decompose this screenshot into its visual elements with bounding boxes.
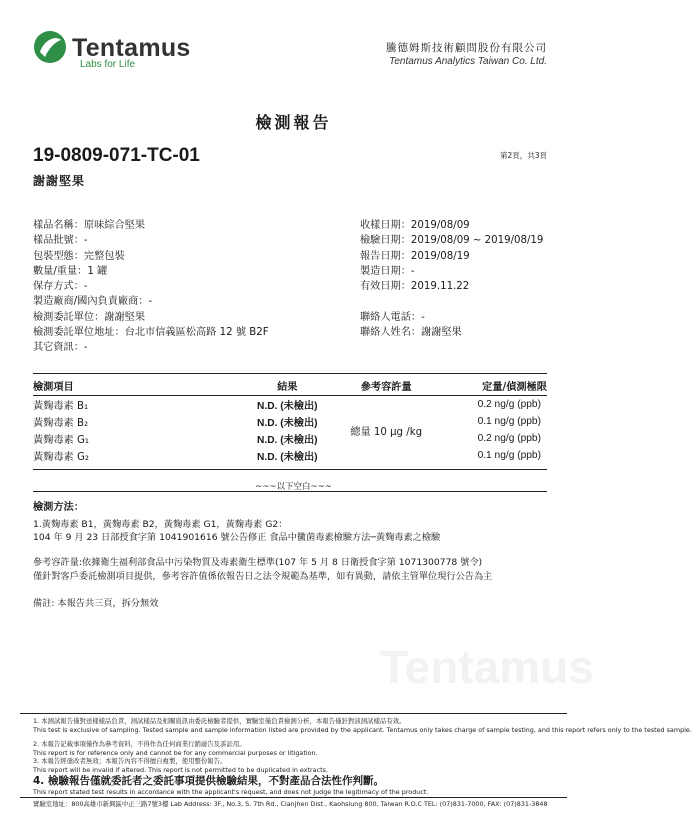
cell-item: 黃麴毒素 B₂: [33, 418, 89, 429]
brand-tagline: Labs for Life: [80, 59, 136, 70]
company-name-en: Tentamus Analytics Taiwan Co. Ltd.: [389, 56, 547, 67]
cell-result: N.D. (未檢出): [257, 418, 318, 429]
footer-note-4-zh: 4. 檢驗報告僅就委託者之委託事項提供檢驗結果，不對產品合法性作判斷。: [33, 775, 384, 787]
info-report-date: 報告日期：2019/08/19: [360, 250, 470, 262]
footer-rule: [20, 713, 567, 714]
info-contact-phone: 聯絡人電話：-: [360, 311, 425, 323]
cell-limit: 0.1 ng/g (ppb): [477, 450, 541, 461]
sample-info-left: [33, 218, 269, 356]
table-top-rule: [33, 373, 547, 374]
method-line-1: 1.黃麴毒素 B1，黃麴毒素 B2，黃麴毒素 G1，黃麴毒素 G2：: [33, 519, 288, 530]
cell-item: 黃麴毒素 B₁: [33, 401, 89, 412]
results-table: [33, 375, 547, 464]
cell-result: N.D. (未檢出): [257, 401, 318, 412]
tentamus-logo-icon: [33, 30, 67, 64]
footer-note-3-zh: 3. 本報告經塗改者無效；本報告內容不得擅自複製，使用整份報告。: [33, 757, 227, 765]
footer-note-2-zh: 2. 本報告記載事項僅作為參考資料，不得作為任何商業行銷廣告及訴訟用。: [33, 740, 246, 748]
reference-note-line-2: 僅針對客戶委託檢測項目提供，參考容許值係依報告日之法令規範為基準，如有異動，請依主管單位現行公告為主: [33, 571, 493, 582]
col-header-item: 檢測項目: [33, 381, 74, 393]
info-storage: 保存方式：-: [33, 281, 88, 293]
cell-result: N.D. (未檢出): [257, 435, 318, 446]
info-batch-no: 樣品批號：-: [33, 235, 88, 247]
page-number: 第2頁，共3頁: [499, 151, 547, 160]
info-quantity: 數量/重量：1 罐: [33, 265, 108, 277]
cell-result: N.D. (未檢出): [257, 452, 318, 463]
col-header-reference: 參考容許量: [360, 381, 412, 393]
report-number: 19-0809-071-TC-01: [33, 145, 200, 166]
end-of-results-mark: ~~~以下空白~~~: [255, 482, 332, 492]
cell-limit: 0.1 ng/g (ppb): [477, 416, 541, 427]
cell-item: 黃麴毒素 G₁: [33, 435, 89, 446]
method-title: 檢測方法：: [33, 502, 84, 513]
page-title: 檢測報告: [255, 113, 332, 132]
table-row: [33, 447, 547, 464]
brand-name: Tentamus: [72, 34, 191, 62]
col-header-limit: 定量/偵測極限: [482, 381, 547, 393]
watermark: Tentamus: [380, 641, 594, 693]
info-packaging: 包裝型態：完整包裝: [33, 250, 125, 262]
table-header-row: [33, 375, 547, 396]
info-sample-name: 樣品名稱：原味綜合堅果: [33, 220, 146, 231]
footer-note-4-en: This report stated test results in accordance with the applicant's request, and does not judge the legitimacy of the product.: [33, 788, 429, 796]
info-spacer: [360, 294, 543, 309]
footer-note-1-zh: 1. 本測試報告僅對送樣樣品負責，測試樣品及相關資訊由委託檢驗者提供，實驗室僅負責檢測分析，本報告僅針對該測試樣品有效。: [33, 717, 406, 725]
remark: 備註: 本報告共三頁，拆分無效: [33, 598, 159, 609]
company-name-zh: 騰德姆斯技術顧問股份有限公司: [386, 42, 547, 54]
table-row: [33, 430, 547, 447]
info-test-date: 檢驗日期：2019/08/09 ~ 2019/08/19: [360, 235, 544, 247]
table-bottom-rule: [33, 469, 547, 470]
col-header-result: 結果: [277, 381, 298, 393]
info-client: 檢測委託單位：謝謝堅果: [33, 311, 146, 323]
info-expiry-date: 有效日期：2019.11.22: [360, 281, 470, 293]
table-row: [33, 413, 547, 430]
info-contact-name: 聯絡人姓名：謝謝堅果: [360, 327, 462, 339]
footer-address-rule: [20, 797, 567, 798]
sample-info-right: [360, 218, 543, 340]
info-manufacturer: 製造廠商/國內負責廠商：-: [33, 296, 153, 308]
footer-note-1-en: This test is exclusive of sampling. Tested sample and sample information listed are provided by the applicant. Tentamus only takes charge of sample testing, and this report refers only to the tested sample.: [33, 726, 692, 734]
cell-reference: 總量 10 µg /kg: [350, 426, 423, 438]
footer-note-3-en: This report will be invalid if altered. This report is not permitted to be duplicated in extracts.: [33, 766, 328, 774]
method-rule: [33, 491, 547, 492]
info-manufacture-date: 製造日期：-: [360, 265, 415, 277]
info-received-date: 收樣日期：2019/08/09: [360, 220, 470, 231]
cell-item: 黃麴毒素 G₂: [33, 452, 89, 463]
table-row: [33, 396, 547, 414]
reference-note-line-1: 參考容許量:依據衛生福利部食品中污染物質及毒素衛生標準(107 年 5 月 8 日衛授食字第 1071300778 號令): [33, 557, 483, 568]
footer-address: 實驗室地址：800高雄市新興區中正三路7號3樓 Lab Address: 3F., No.3, S. 7th Rd., Cianjhen Dist., Kaohsiung 800, Taiwan R.O.C TEL: (07)831-7000, FAX: (07)831-3848: [33, 800, 548, 808]
cell-limit: 0.2 ng/g (ppb): [477, 399, 541, 410]
client-name: 謝謝堅果: [33, 174, 86, 188]
footer-note-2-en: This report is for reference only and cannot be for any commercial purposes or litigation.: [33, 749, 318, 757]
info-client-address: 檢測委託單位地址：台北市信義區松高路 12 號 B2F: [33, 327, 269, 339]
method-line-2: 104 年 9 月 23 日部授食字第 1041901616 號公告修正 食品中黴菌毒素檢驗方法─黃麴毒素之檢驗: [33, 532, 441, 543]
info-other: 其它資訊：-: [33, 342, 88, 354]
cell-limit: 0.2 ng/g (ppb): [477, 433, 541, 444]
